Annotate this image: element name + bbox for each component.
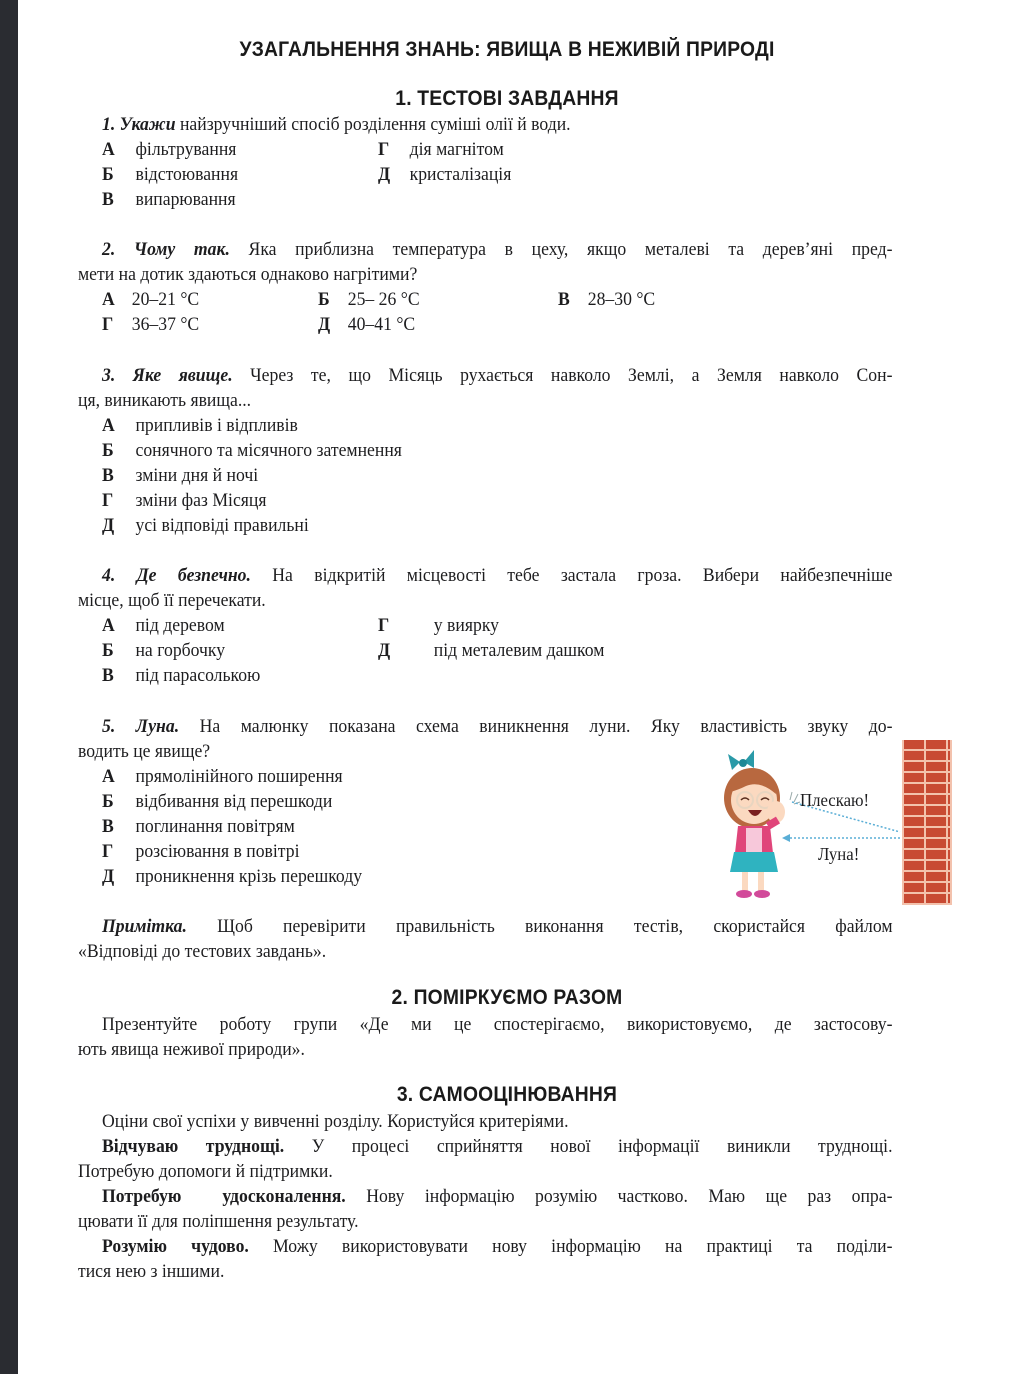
q5-option-a: А прямолінійного поширення (102, 766, 343, 787)
self-assessment-intro: Оціни свої успіхи у вивченні розділу. Користуйся критеріями. (102, 1111, 569, 1132)
criterion-improvement-label: Потребую удосконалення. (102, 1186, 346, 1207)
q4-option-b: Б на горбочку (102, 640, 226, 661)
criterion-difficulty-line-2: Потребую допомоги й підтримки. (78, 1161, 333, 1182)
question-2: 2. Чому так. Яка приблизна температура в цеху, якщо металеві та дерев’яні пред- (102, 239, 893, 260)
section-title-self-assessment: 3. САМООЦІНЮВАННЯ (396, 1083, 618, 1106)
question-5: 5. Луна. На малюнку показана схема виникнення луни. Яку властивість звуку до- (102, 716, 893, 737)
question-3-head: 3. Яке явище. (102, 365, 233, 386)
q4-option-e: Д під металевим дашком (378, 640, 605, 661)
criterion-difficulty: Відчуваю труднощі. У процесі сприйняття нової інформації виникли труднощі. (102, 1136, 893, 1157)
q5-option-e: Д проникнення крізь перешкоду (102, 866, 363, 887)
question-2-head: 2. Чому так. (102, 239, 230, 260)
echo-illustration (700, 740, 952, 905)
question-5-line-2: водить це явище? (78, 741, 211, 762)
q4-option-a: А під деревом (102, 615, 225, 636)
q5-option-c: В поглинання повітрям (102, 816, 295, 837)
q1-option-a: А фільтрування (102, 139, 237, 160)
note-head: Примітка. (102, 916, 187, 937)
q4-option-c: В під парасолькою (102, 665, 261, 686)
question-4-line-2: місце, щоб її перечекати. (78, 590, 266, 611)
q5-option-d: Г розсіювання в повітрі (102, 841, 300, 862)
q1-option-b: Б відстоювання (102, 164, 239, 185)
question-3-line-2: ця, виникають явища... (78, 390, 252, 411)
sound-arrows-icon (772, 740, 902, 905)
q2-option-d: Г 36–37 °C (102, 314, 200, 335)
discuss-text-line-2: ють явища неживої природи». (78, 1039, 305, 1060)
q2-option-a: А 20–21 °C (102, 289, 200, 310)
section-title-tests: 1. ТЕСТОВІ ЗАВДАННЯ (395, 87, 619, 110)
echo-label: Луна! (818, 844, 860, 864)
viewer-left-edge (0, 0, 18, 1374)
section-title-discuss: 2. ПОМІРКУЄМО РАЗОМ (391, 986, 623, 1009)
q3-option-a: А припливів і відпливів (102, 415, 298, 436)
question-5-head: 5. Луна. (102, 716, 180, 737)
criterion-improvement-line-2: цювати її для поліпшення результату. (78, 1211, 359, 1232)
criterion-improvement: Потребую удосконалення. Нову інформацію розумію частково. Маю ще раз опра- (102, 1186, 893, 1207)
q1-option-e: Д кристалізація (378, 164, 512, 185)
question-2-line-2: мети на дотик здаються однаково нагрітими? (78, 264, 418, 285)
page-title: УЗАГАЛЬНЕННЯ ЗНАНЬ: ЯВИЩА В НЕЖИВІЙ ПРИРОДІ (239, 38, 775, 61)
q3-option-c: В зміни дня й ночі (102, 465, 259, 486)
discuss-text: Презентуйте роботу групи «Де ми це спостерігаємо, використовуємо, де застосову- (102, 1014, 893, 1035)
question-1: 1. Укажи найзручніший спосіб розділення суміші олії й води. (102, 114, 571, 135)
note: Примітка. Щоб перевірити правильність виконання тестів, скористайся файлом (102, 916, 893, 937)
q3-option-b: Б сонячного та місячного затемнення (102, 440, 402, 461)
q5-option-b: Б відбивання від перешкоди (102, 791, 333, 812)
q3-option-d: Г зміни фаз Місяця (102, 490, 267, 511)
question-3: 3. Яке явище. Через те, що Місяць рухається навколо Землі, а Земля навколо Сон- (102, 365, 893, 386)
criterion-difficulty-label: Відчуваю труднощі. (102, 1136, 285, 1157)
q1-option-c: В випарювання (102, 189, 236, 210)
criterion-excellent-line-2: тися нею з іншими. (78, 1261, 225, 1282)
criterion-excellent-label: Розумію чудово. (102, 1236, 249, 1257)
question-1-head: 1. Укажи (102, 114, 176, 135)
criterion-excellent: Розумію чудово. Можу використовувати нову інформацію на практиці та поділи- (102, 1236, 893, 1257)
q2-option-c: В 28–30 °C (558, 289, 656, 310)
question-4-head: 4. Де безпечно. (102, 565, 251, 586)
brick-wall-icon (902, 740, 952, 905)
clap-label: Плескаю! (800, 790, 870, 810)
question-4: 4. Де безпечно. На відкритій місцевості тебе застала гроза. Вибери найбезпечніше (102, 565, 893, 586)
q2-option-b: Б 25– 26 °C (318, 289, 420, 310)
note-line-2: «Відповіді до тестових завдань». (78, 941, 327, 962)
q3-option-e: Д усі відповіді правильні (102, 515, 309, 536)
q2-option-e: Д 40–41 °C (318, 314, 416, 335)
q4-option-d: Г у виярку (378, 615, 499, 636)
q1-option-d: Г дія магнітом (378, 139, 504, 160)
